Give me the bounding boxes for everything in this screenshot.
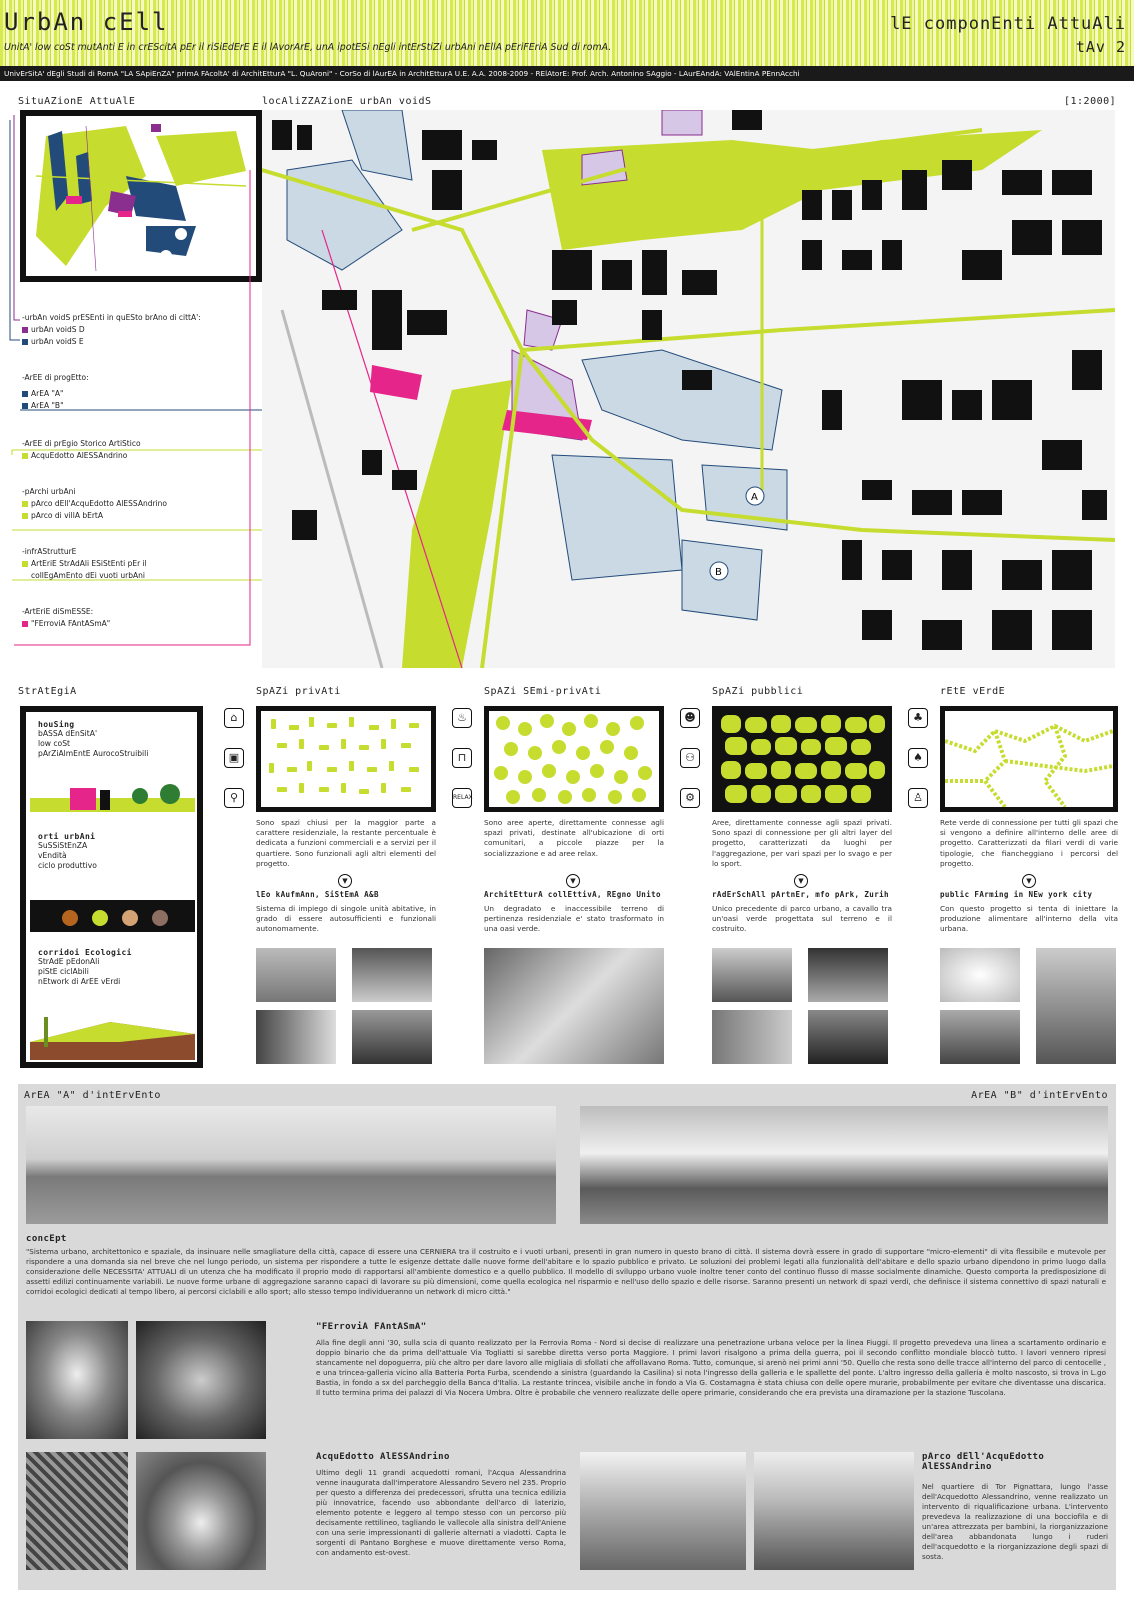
kiosk-icon: ▣ [224,748,244,768]
housing-line: low coSt [38,739,70,749]
legend-area-a-label: ArEA "A" [31,389,64,398]
reference-photo [712,1010,792,1064]
urban-voids-map [262,110,1115,668]
parco-photo [754,1452,914,1570]
purple-swatch [22,327,28,333]
network-pattern [945,711,1113,807]
walker-icon: ♙ [908,788,928,808]
legend-voids-title: -urbAn voidS prESEnti in quESto brAno di cittA': [22,313,201,322]
legend-voids-d [22,324,262,336]
area-a-heading: ArEA "A" d'intErvEnto [24,1090,161,1101]
ferrovia-text: Alla fine degli anni '30, sulla scia di quanto realizzato per la Ferrovia Roma - Nord si decise di realizzare una penetrazione urbana veloce per la linea Fiuggi. Il progetto prevedeva una linea a scartamento ordinario e doppio binario che da prima dell'attuale Via Togliatti si sarebbe diretta verso porta Maggiore. I primi lavori risalgono a prima della guerra, poi il secondo conflitto mondiale bloccò tutto. I lavori vennero ripresi stancamente nel dopoguerra, più che altro per dare lavoro alle migliaia di sfollati che affollavano Roma. Tutto, comunque, si arenò nei primi anni '50. Quello che resta sono delle tracce all'interno del parco di centocelle , e una trincea-galleria vicino alla Batteria Porta Furba, scendendo a sinistra (guardando la Casilina) si nota l'ingresso della galleria e le spallette del ponte. L'altro ingresso della galleria è molto nascosto, si trova in L.go Bastia, in fondo a sx del parcheggio della Banca d'Italia. La restante trincea, visibile anche in fondo a Via G. Costamagna è stata chiusa con delle opere murarie, probabilmente per evitare che diventasse una discarica. Il tutto termina prima dei palazzi di Via Nocera Umbra. Oltre è probabile che vennero realizzate delle opere primarie, considerando che era prevista una diramazione per la stazione Tuscolana. [316,1338,1106,1397]
legend-parco-villa-label: pArco di villA bErtA [31,511,103,520]
col-desc: Sono aree aperte, direttamente connesse agli spazi privati, destinate all'ubicazione di orti comunitari, a piccole piazze per la socializzazione e ad aree relax. [484,818,664,858]
site-plan-drawing [262,110,1115,668]
bottom-panel [18,1084,1116,1590]
col-ref-text: Con questo progetto si tenta di iniettare la produzione alimentare all'interno della vita urbana. [940,904,1118,934]
table-number: tAv 2 [1075,38,1126,56]
legend-area-b-label: ArEA "B" [31,401,64,410]
blue-swatch [22,403,28,409]
col-desc: Rete verde di connessione per tutti gli spazi che si vengono a definire all'interno delle aree di progetto. Caratterizzati da filari verdi di varie tipologie, che fiancheggiano i percorsi del progetto. [940,818,1118,868]
situazione-legend [22,312,262,630]
acquedotto-text: Ultimo degli 11 grandi acquedotti romani, l'Acqua Alessandrina venne inaugurata dall'imperatore Alessandro Severo nel 235. Proprio per questo a differenza dei predecessori, sfrutta una tecnica edilizia più innovatrice, facendo uso abbondante dell'arco di laterizio, elemento potente e leggero al tempo stesso con un percorso più decisamente rettilineo, tagliando le vallecole alla sinistra dell'Aniene con una serie impressionanti di gallerie alternati a viadotti. Capta le sorgenti di Pantano Borghese e muove direttamente verso Roma, con andamento est-ovest. [316,1468,566,1557]
arrow-down-icon: ▼ [794,874,808,888]
corridoi-line: piStE ciclAbili [38,967,89,977]
lime-swatch [22,561,28,567]
col-ref-text: Sistema di impiego di singole unità abitative, in grado di essere autosufficienti e funzionali autonomamente. [256,904,436,934]
ferrovia-title: "FErroviA FAntASmA" [316,1322,427,1332]
legend-infra-title: -infrAStrutturE [22,547,77,556]
housing-drawing [30,784,195,812]
concept-text: "Sistema urbano, architettonico e spaziale, da insinuare nelle smagliature della città, capace di essere una CERNIERA tra il costruito e i vuoti urbani, presenti in gran numero in questo brano di città. Il sistema dovrà essere in grado di supportare "micro-elementi" di vita flessibile e mutevole per rispondere a una domanda sia nel breve che nel lungo periodo, un sistema per rispondere a tutte le esigenze dettate dalle nuove forme dell'abitare e lo spazio pubblico e privato. Le soluzioni dei problemi legati alla funzionalità dell'abitare e dello spazio urbano dipendono in primo luogo dalla considerazione delle NECESSITA' ATTUALI di un utenza che ha modificato il proprio modo di rapportarsi all'ambiente domestico e a quello pubblico. Il modello di sviluppo urbano vuole inoltre tener conto del continuo flusso di masse socialmente dinamiche. Questo comporta la predisposizione di assetti edilizi continuamente variabili. Le nuove forme urbane di aggregazione saranno capaci di lavorare su più dimensioni, come quella ecologica nel risparmio e nell'uso dello spazio e delle risorse. Saranno presenti un network di spazi verdi, che definisce il sistema connettivo di spazi naturali e corridoi ecologici dedicati al tempo libero, ai percorsi ciclabili e allo sport; allo stesso tempo individueranno un network di micro città." [26,1247,1106,1296]
reference-photo [712,948,792,1002]
scattered-dashes-pattern [261,711,431,807]
legend-dismesse-title: -ArtEriE diSmESSE: [22,607,94,616]
reference-photo [808,1010,888,1064]
bench-icon: ⊓ [452,748,472,768]
restroom-icon: ⚲ [224,788,244,808]
poster-title: UrbAn cEll [4,8,169,36]
blobs-pattern [717,711,887,807]
strategia-block-corridoi [38,948,132,988]
ferrovia-photo [136,1321,266,1439]
map-label-b: B [715,567,722,578]
corridoi-line: nEtwork di ArEE vErdi [38,977,121,987]
corridoi-line: StrAdE pEdonAli [38,957,100,966]
spazi-semi-privati-pattern [484,706,664,812]
strategia-panel [20,706,203,1068]
legend-area-b [22,400,262,412]
strategia-heading: StrAtEgiA [18,686,77,697]
parco-text: Nel quartiere di Tor Pignattara, lungo l'asse dell'Acquedotto Alessandrino, venne realizzato un intervento di riqualificazione urbana. L'intervento prevedeva la realizzazione di una bocciofila e di un'area attrezzata per bambini, la riorganizzazione dell'area abbandonata lungo i ruderi dell'acquedotto e la riorganizzazione degli spazi di sosta. [922,1482,1108,1561]
col-heading: SpAZi pubblici [712,686,804,697]
people-icon: ☻ [680,708,700,728]
corridoi-drawing [30,1012,195,1060]
orti-illustration [30,892,195,932]
house-icon: ⌂ [224,708,244,728]
reference-photo [352,1010,432,1064]
reference-photo [808,948,888,1002]
legend-ferrovia [22,618,262,630]
legend-aree-title: -ArEE di progEtto: [22,373,89,382]
corridoi-title: corridoi Ecologici [38,948,132,957]
map-scale: [1:2000] [1064,96,1117,107]
strategia-block-housing [38,720,148,760]
relax-icon: RELAX [452,788,472,808]
legend-acquedotto-label: AcquEdotto AlESSAndrino [31,451,128,460]
legend-parco-villa [22,510,262,522]
housing-illustration [30,784,195,812]
col-heading: SpAZi SEmi-privAti [484,686,602,697]
blue-swatch [22,339,28,345]
legend-parchi-title: -pArchi urbAni [22,487,76,496]
col-ref-title: rAdErSchAll pArtnEr, mfo pArk, Zurih [712,890,889,899]
dots-pattern [489,711,659,807]
reference-photo [256,948,336,1002]
col-desc: Aree, direttamente connesse agli spazi privati. Sono spazi di connessione per gli altri layer del progetto, caratterizzati da luoghi per l'aggregazione, per vari spazi per lo svago e per lo sport. [712,818,892,868]
table-title: lE componEnti AttuAli [890,14,1126,34]
aerial-photo [26,1452,128,1570]
legend-arterie-label: ArtEriE StrAdAli ESiStEnti pEr il [31,559,147,568]
bike-icon: ⚙ [680,788,700,808]
title-banner [0,0,1134,66]
orti-drawing [30,892,195,932]
col-ref-text: Unico precedente di parco urbano, a cavallo tra un'oasi verde progettata sul terreno e il costruito. [712,904,892,934]
housing-line: bASSA dEnSitA' [38,729,98,738]
arrow-down-icon: ▼ [1022,874,1036,888]
acquedotto-title: AcquEdotto AlESSAndrino [316,1452,450,1462]
orti-line: vEndità [38,851,67,861]
reference-photo [940,948,1020,1002]
housing-title: houSing [38,720,75,729]
parco-photo [580,1452,746,1570]
area-b-heading: ArEA "B" d'intErvEnto [971,1090,1108,1101]
tree-icon: ♠ [908,748,928,768]
lime-swatch [22,501,28,507]
col-ref-title: public FArming in NEw york city [940,890,1093,899]
legend-parco-acq-label: pArco dEll'AcquEdotto AlESSAndrino [31,499,167,508]
housing-line: pArZiAlmEntE AurocoStruibili [38,749,149,759]
col-ref-text: Un degradato e inaccessibile terreno di pertinenza residenziale e' stato trasformato in una oasi verde. [484,904,664,934]
legend-area-a [22,388,262,400]
reference-photo [1036,948,1116,1064]
spazi-pubblici-pattern [712,706,892,812]
legend-pregio-title: -ArEE di prEgio Storico ArtiStico [22,439,141,448]
map-label-a: A [751,492,758,503]
ferrovia-photo [26,1321,128,1439]
col-heading: SpAZi privAti [256,686,341,697]
water-icon: ♨ [452,708,472,728]
parco-title: pArco dEll'AcquEdotto AlESSAndrino [922,1452,1045,1472]
col-desc: Sono spazi chiusi per la maggior parte a carattere residenziale, la restante percentuale è dedicata a funzioni commerciali e a servizi per il quartiere. Sono funzionali agli altri elementi del progetto. [256,818,436,868]
reference-photo [256,1010,336,1064]
arrow-down-icon: ▼ [338,874,352,888]
acquedotto-photo [136,1452,266,1570]
lime-swatch [22,453,28,459]
legend-arterie-2: collEgAmEnto dEi vuoti urbAni [31,571,145,580]
map-heading: locAliZZAZionE urbAn voidS [262,96,432,107]
legend-voids-e [22,336,262,348]
pink-swatch [22,621,28,627]
col-heading: rEtE vErdE [940,686,1006,697]
blue-swatch [22,391,28,397]
col-ref-title: lEo kAufmAnn, SiStEmA A&B [256,890,379,899]
legend-arterie [22,558,262,570]
legend-ferrovia-label: "FErroviA FAntASmA" [31,619,111,628]
legend-voids-d-label: urbAn voidS D [31,325,85,334]
col-ref-title: ArchitEtturA collEttivA, REgno Unito [484,890,661,899]
area-a-photo [26,1106,556,1224]
legend-acquedotto [22,450,262,462]
area-b-photo [580,1106,1108,1224]
family-icon: ⚇ [680,748,700,768]
concept-title: concEpt [26,1234,67,1244]
orti-line: SuSSiStEnZA [38,841,88,850]
orti-title: orti urbAni [38,832,96,841]
reference-photo [352,948,432,1002]
spazi-privati-pattern [256,706,436,812]
corridoi-illustration [30,1012,195,1060]
strategia-block-orti [38,832,97,872]
legend-voids-e-label: urbAn voidS E [31,337,84,346]
legend-parco-acq [22,498,262,510]
credits-strip: UnivErSitA' dEgli Studi di RomA "LA SApiEnZA" primA FAcoltA' di ArchitEtturA "L. QuAroni" - CorSo di lAurEA in ArchitEtturA U.E. A.A. 2008-2009 - RElAtorE: Prof. Arch. Antonino SAggio - LAurEAndA: VAlEntinA PEnnAcchi [0,66,1134,81]
orti-line: ciclo produttivo [38,861,97,871]
rete-verde-pattern [940,706,1118,812]
situazione-heading: SituAZionE AttuAlE [18,96,136,107]
lime-swatch [22,513,28,519]
poster-subtitle: UnitA' low coSt mutAnti E in crEScitA pEr il riSiEdErE E il lAvorArE, unA ipotESi nEgli intErStiZi urbAni nEllA pEriFEriA Sud di romA. [4,42,612,53]
arrow-down-icon: ▼ [566,874,580,888]
bird-icon: ♣ [908,708,928,728]
reference-photo [940,1010,1020,1064]
reference-photo [484,948,664,1064]
